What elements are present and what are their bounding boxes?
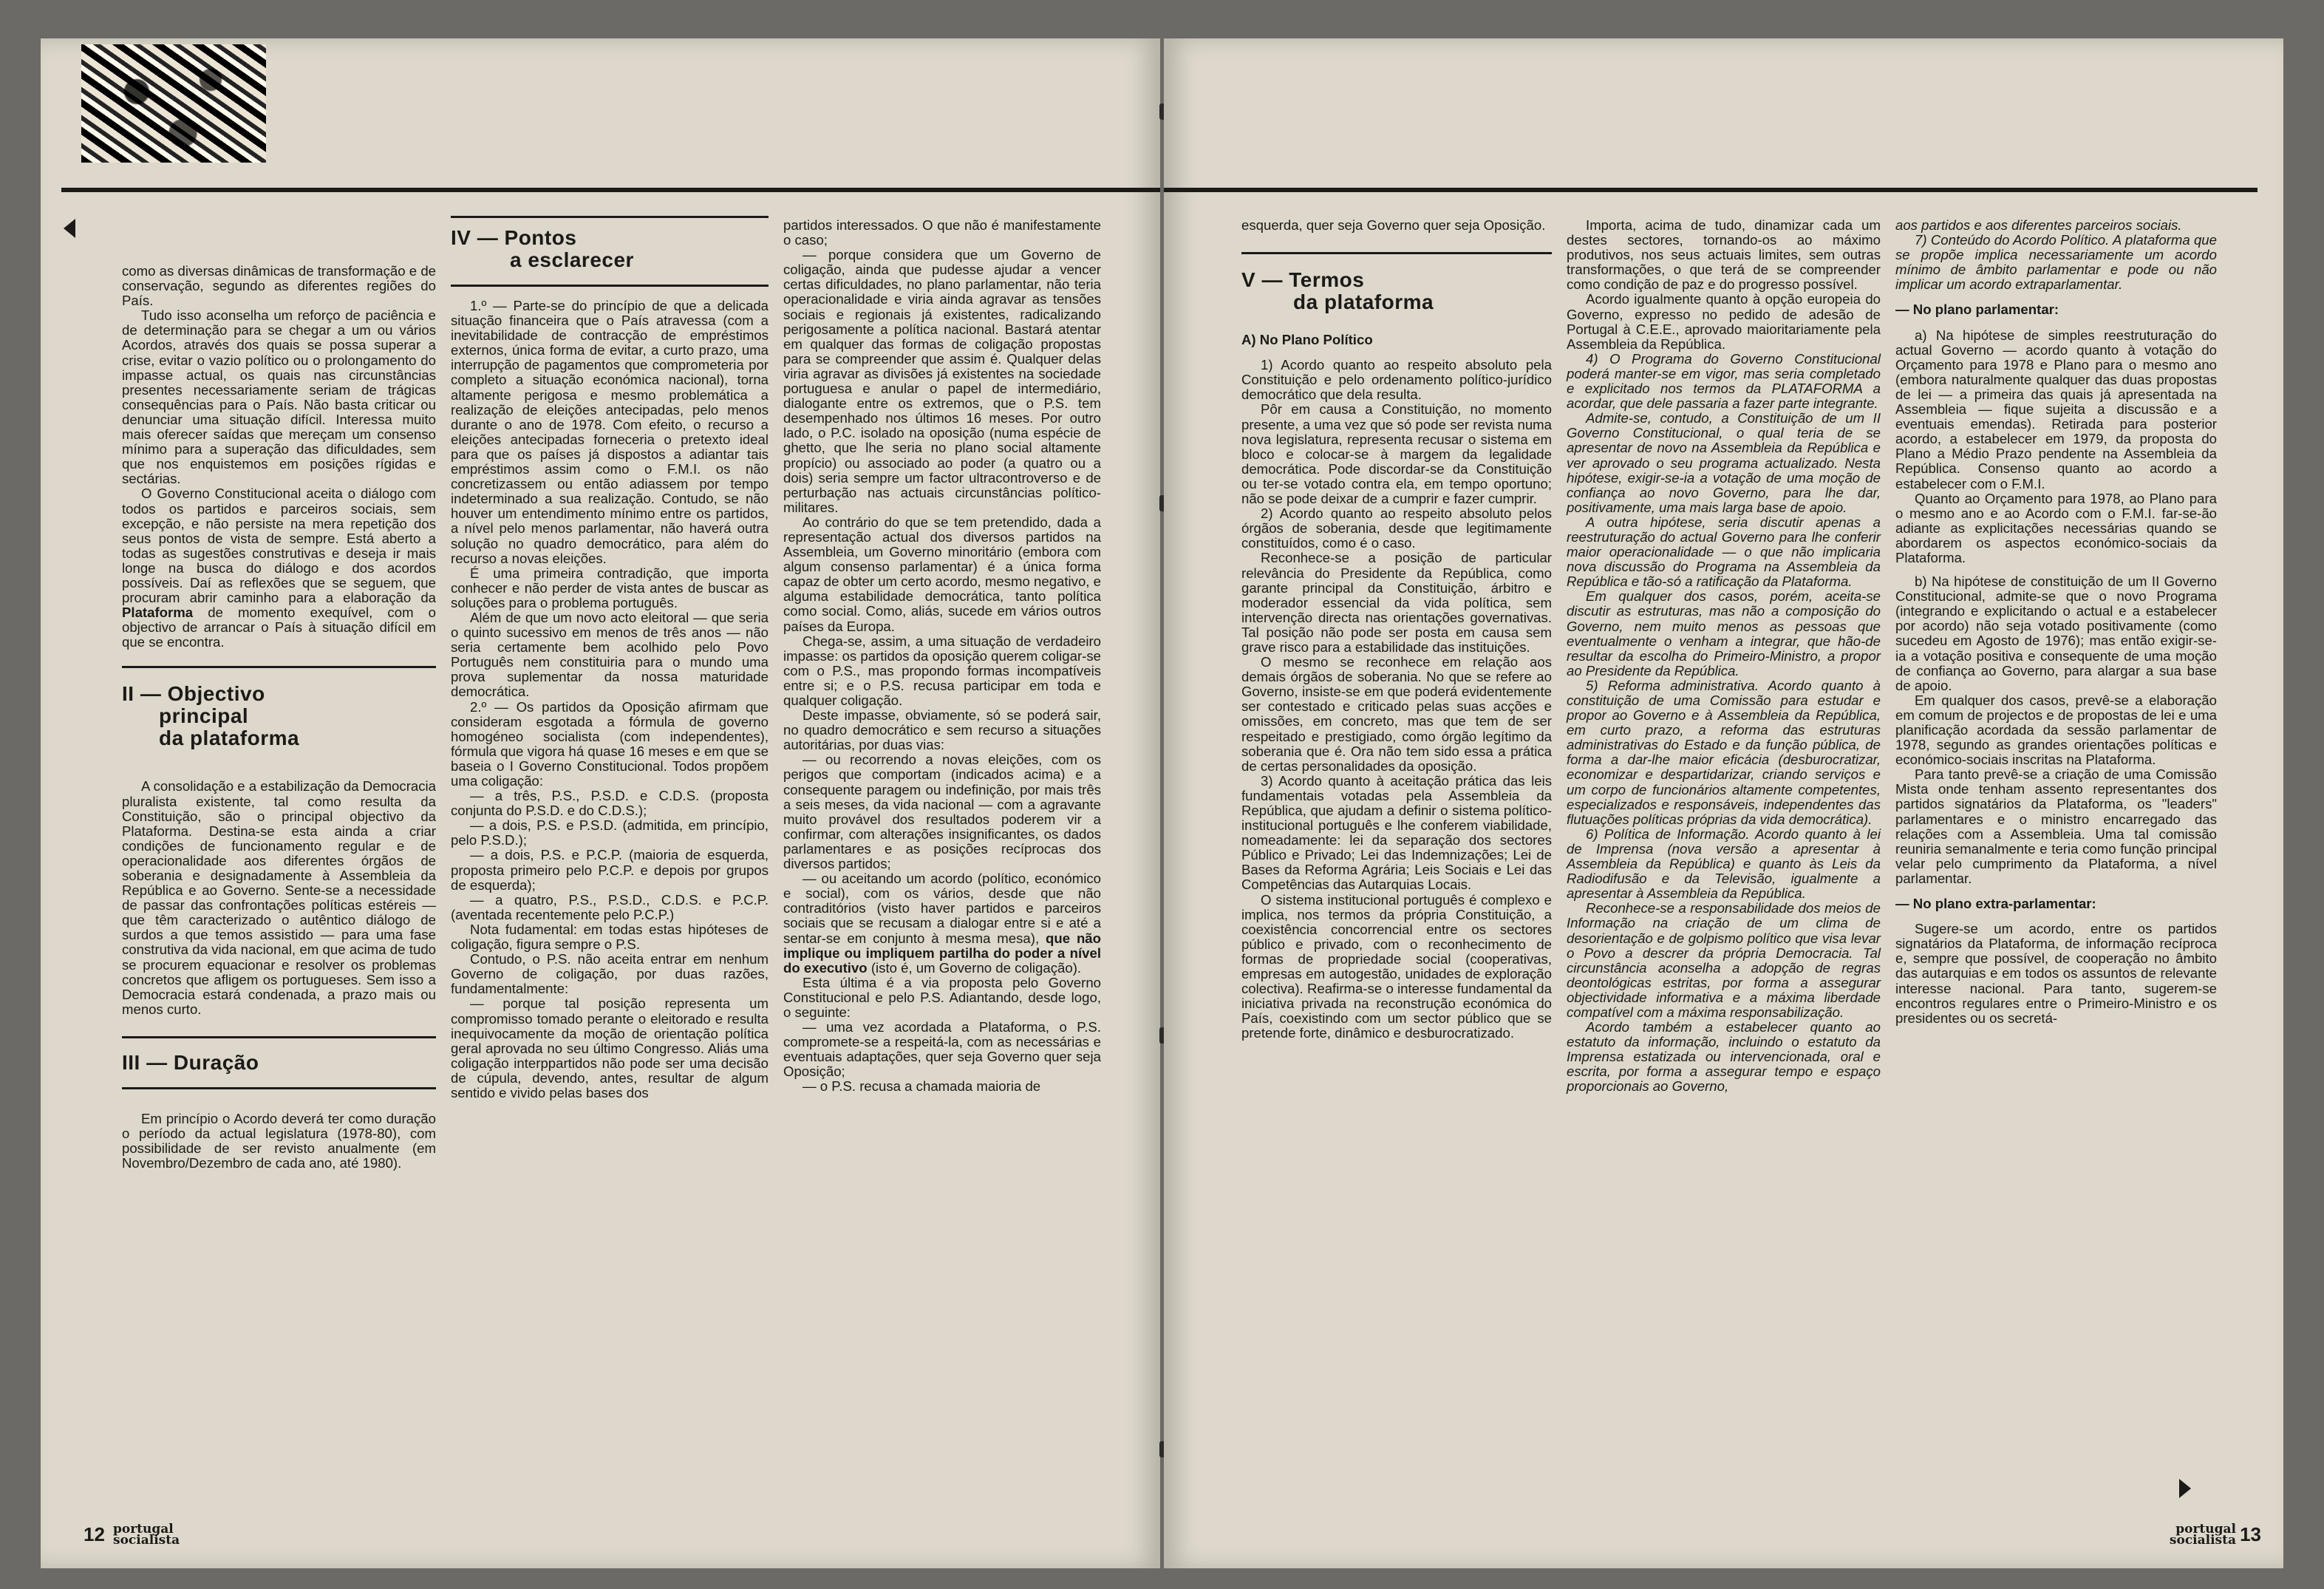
paragraph: aos partidos e aos diferentes parceiros sociais.	[1895, 217, 2182, 233]
column-2	[1567, 218, 1881, 1095]
paragraph: Quanto ao Orçamento para 1978, ao Plano para o mesmo ano e ao Acordo com o F.M.I. far-se-ão adiante as explicitações necessárias quando se abordarem os aspectos económico-sociais da Plataforma.	[1895, 490, 2217, 565]
paragraph: 4) O Programa do Governo Constitucional poderá manter-se em vigor, mas seria completado e explicitado nos termos da PLATAFORMA a acordar, que dele passaria a fazer parte integrante.	[1567, 350, 1881, 412]
paragraph: Nota fudamental: em todas estas hipóteses de coligação, figura sempre o P.S.	[451, 921, 769, 953]
header-rule	[61, 188, 1160, 192]
paragraph: 5) Reforma administrativa. Acordo quanto à constituição de uma Comissão para estudar e propor ao Governo e à Assembleia da República, em curto prazo, a reforma das estruturas administrativas do Estado e da função pública, de forma a dar-lhe maior eficácia (desburocratizar, economizar e despartidarizar, criando serviços e um corpo de funcionários altamente competentes, especializados e responsáveis, independentes das flutuações políticas próprias da vida democrática).	[1567, 677, 1881, 827]
section-heading-2: II — Objectivo principal da plataforma	[122, 682, 300, 750]
paragraph: 2) Acordo quanto ao respeito absoluto pelos órgãos de soberania, desde que legitimamente constituídos, como é o caso.	[1241, 506, 1552, 551]
section-heading-3: III — Duração	[122, 1050, 259, 1074]
paragraph: 7) Conteúdo do Acordo Político. A plataforma que se propõe implica necessariamente um acordo mínimo de âmbito parlamentar e pode ou não implicar um acordo extraparlamentar.	[1895, 232, 2217, 293]
paragraph: 3) Acordo quanto à aceitação prática das leis fundamentais votadas pela Assembleia da República, que ajudam a definir o sistema político-institucional português e lhe conferem viabilidade, nomeadamente: lei da separação dos sectores Público e Privado; Lei das Indemnizações; Lei de Bases da Reforma Agrária; Leis Sociais e Lei das Competências das Autarquias Locais.	[1241, 772, 1552, 893]
paragraph: Além de que um novo acto eleitoral — que seria o quinto sucessivo em menos de três anos — não seria certamente bem acolhido pelo Povo Português nem constituiria para o mundo uma prova suplementar da nossa maturidade democrática.	[451, 609, 769, 700]
paragraph: a) Na hipótese de simples reestruturação do actual Governo — acordo quanto à votação do Orçamento para 1978 e Plano para o mesmo ano (embora naturalmente qualquer das duas propostas de lei — a primeira das quais já apresentada na Assembleia — fique sujeita a discussão e a eventuais emendas). Retirada para posterior acordo, a estabelecer em 1979, da proposta do Plano a Médio Prazo pendente na Assembleia da República. Consenso quanto ao acordo a estabelecer com o F.M.I.	[1895, 327, 2217, 491]
paragraph: — porque tal posição representa um compromisso tomado perante o eleitorado e resulta inequivocamente da moção de orientação política geral aprovada no seu último Congresso. Aliás uma coligação interppartidos não pode ser uma decisão de cúpula, devendo, antes, resultar de algum sentido e vivido pelas bases dos	[451, 996, 769, 1100]
paragraph: esquerda, quer seja Governo quer seja Oposição.	[1241, 217, 1546, 233]
section-heading-5: V — Termos da plataforma	[1241, 268, 1434, 314]
header-rule	[1164, 188, 2257, 192]
page-number: 13	[2240, 1523, 2261, 1545]
section-rule	[1241, 252, 1552, 254]
paragraph: 1.º — Parte-se do princípio de que a delicada situação financeira que o País atravessa (com a inevitabilidade de contracção de empréstimos externos, única forma de evitar, a curto prazo, uma interrupção de pagamentos que comprometeria por completo a situação económica nacional), torna altamente perigosa e mesmo problemática a realização de eleições antecipadas, pelo menos durante o ano de 1978. Com efeito, o recurso a eleições antecipadas forneceria o pretexto ideal para que os países já dispostos a adiantar tais empréstimos assim como o F.M.I. os não concretizassem ou então adiassem por tempo indeterminado a sua realização. Contudo, se não houver um entendimento mínimo entre os partidos, a nível pelo menos parlamentar, não haverá outra solução no quadro democrático, para além do recurso a novas eleições.	[451, 298, 769, 566]
column-3	[1895, 218, 2217, 1026]
paragraph: como as diversas dinâmicas de transformação e de conservação, segundo as diferentes regiões do País.	[122, 263, 436, 309]
crowd-photo	[81, 44, 266, 163]
section-rule	[451, 216, 769, 218]
paragraph: Reconhece-se a posição de particular relevância do Presidente da República, como garante principal da Constituição, árbitro e moderador essencial da vida política, sem intervenção directa nas orientações governativas. Tal posição não pode ser posta em causa sem grave risco para a estabilidade das instituições.	[1241, 550, 1552, 655]
paragraph: Ao contrário do que se tem pretendido, dada a representação actual dos diversos partidos na Assembleia, um Governo minoritário (embora com algum consenso parlamentar) é a única forma capaz de obter um certo acordo, mesmo negativo, e alguma estabilidade democrática, tanto política como social. Como, aliás, sucede em vários outros países da Europa.	[783, 514, 1101, 634]
paragraph: Esta última é a via proposta pelo Governo Constitucional e pelo P.S. Adiantando, desde logo, o seguinte:	[783, 974, 1101, 1020]
left-page	[41, 38, 1160, 1568]
paragraph: Pôr em causa a Constituição, no momento presente, a uma vez que só pode ser revista numa nova legislatura, representa recusar o sistema em bloco e colocar-se à margem da legalidade democrática. Pode discordar-se da Constituição ou ter-se votado contra ela, em tempo oportuno; não se pode deixar de a cumprir e fazer cumprir.	[1241, 401, 1552, 507]
paragraph: — a dois, P.S. e P.C.P. (maioria de esquerda, proposta primeiro pelo P.C.P. e depois por grupos de esquerda);	[451, 847, 769, 893]
paragraph: 6) Política de Informação. Acordo quanto à lei de Imprensa (nova versão a apresentar à Assembleia da República) e quanto às Leis da Radiodifusão e da Televisão, igualmente a apresentar à Assembleia da República.	[1567, 826, 1881, 902]
paragraph: Em qualquer dos casos, porém, aceita-se discutir as estruturas, mas não a composição do Governo, nem muito menos as pessoas que eventualmente o venham a integrar, que hão-de resultar da escolha do Primeiro-Ministro, a propor ao Presidente da República.	[1567, 588, 1881, 678]
paragraph: — a três, P.S., P.S.D. e C.D.S. (proposta conjunta do P.S.D. e do C.D.S.);	[451, 788, 769, 819]
subsection-heading: — No plano parlamentar:	[1895, 302, 2059, 318]
paragraph: Para tanto prevê-se a criação de uma Comissão Mista onde tenham assento representantes dos partidos signatários da Plataforma, os "leaders" parlamentares e o ministro encarregado das relações com a Assembleia. Uma tal comissão reuniria semanalmente e teria como função principal velar pelo cumprimento da Plataforma, a nível parlamentar.	[1895, 766, 2217, 886]
section-heading-4: IV — Pontos a esclarecer	[451, 226, 634, 271]
paragraph: O sistema institucional português é complexo e implica, nos termos da própria Constituição, a coexistência concorrencial entre os sectores público e privado, com o reconhecimento de formas de propriedade social (cooperativas, empresas em autogestão, unidades de exploração colectiva). Reafirma-se o interesse fundamental da iniciativa privada na reconstrução económica do País, coexistindo com um sector público que se pretende forte, dinâmico e desburocratizado.	[1241, 891, 1552, 1041]
right-page	[1164, 38, 2283, 1568]
paragraph: Importa, acima de tudo, dinamizar cada um destes sectores, tornando-os ao máximo produtivos, nos seus actuais limites, sem outras transformações, o que terá de se compreender como condição de paz e do progresso possível.	[1567, 217, 1881, 293]
paragraph: b) Na hipótese de constituição de um II Governo Constitucional, admite-se que o novo Programa (integrando e explicitando o actual e a estabelecer por acordo) não seja votado positivamente (como sucedeu em Agosto de 1976); mas então exigir-se-ia a votação positiva e consequente de uma moção de confiança ao Governo, para alargar a sua base de apoio.	[1895, 574, 2217, 693]
paragraph: O Governo Constitucional aceita o diálogo com todos os partidos e parceiros sociais, sem excepção, e não persiste na mera repetição dos seus pontos de vista de sempre. Está aberto a todas as sugestões construtivas e deseja ir mais longe na busca do diálogo e dos acordos possíveis. Daí as reflexões que se seguem, que procuram abrir caminho para a elaboração da Plataforma de momento exequível, com o objectivo de arrancar o País à situação difícil em que se encontra.	[122, 486, 436, 650]
paragraph: — ou aceitando um acordo (político, económico e social), com os vários, desde que não contraditórios (visto haver partidos e parceiros sociais que se recusam a dialogar entre si e até a sentar-se em conjunto à mesma mesa), que não implique ou impliquem partilha do poder a nível do executivo (isto é, um Governo de coligação).	[783, 871, 1102, 976]
masthead-logo: portugal socialista	[113, 1522, 180, 1548]
paragraph: Tudo isso aconselha um reforço de paciência e de determinação para se chegar a um ou vários Acordos, através dos quais se possa superar a crise, evitar o vazio político ou o prolongamento do impasse actual, os quais nas circunstâncias presentes necessariamente seriam de trágicas consequências para o País. Não basta criticar ou denunciar uma situação difícil. Interessa muito mais oferecer saídas que mereçam um consenso mínimo para a superação das dificuldades, sem que nos enquistemos em posições rígidas e sectárias.	[122, 307, 436, 487]
paragraph: Admite-se, contudo, a Constituição de um II Governo Constitucional, o qual teria de se apresentar de novo na Assembleia da República e ver aprovado o seu programa actualizado. Nesta hipótese, exigir-se-ia a votação de uma moção de confiança ao novo Governo, para lhe dar, positivamente, uma mais larga base de apoio.	[1567, 410, 1881, 515]
paragraph: partidos interessados. O que não é manifestamente o caso;	[783, 217, 1101, 248]
subsection-heading: — No plano extra-parlamentar:	[1895, 896, 2096, 912]
section-rule	[451, 285, 769, 287]
paragraph: A consolidação e a estabilização da Democracia pluralista existente, tal como resulta da Constituição, são o principal objectivo da Plataforma. Destina-se esta ainda a criar condições de funcionamento regular e de operacionalidade aos diferentes órgãos de soberania e designadamente à Assembleia da República e ao Governo. Sente-se a necessidade de passar das confrontações políticas estéreis — que têm caracterizado o autêntico diálogo de surdos a que temos assistido — para uma fase construtiva da vida nacional, em que acima de tudo se procurem equacionar e resolver os problemas concretos que afligem os portugueses. Sem isso a Democracia estará condenada, a prazo mais ou menos curto.	[122, 778, 436, 1017]
section-rule	[122, 666, 436, 668]
paragraph: Deste impasse, obviamente, só se poderá sair, no quadro democrático e sem recurso a situações autoritárias, por duas vias:	[783, 707, 1101, 753]
page-number: 12	[84, 1523, 105, 1545]
paragraph: O mesmo se reconhece em relação aos demais órgãos de soberania. No que se refere ao Governo, insiste-se em que poderá evidentemente ser contestado e criticado pelas suas acções e omissões, em concreto, mas que tem de ser respeitado e prestigiado, como órgão legítimo da soberania que é. Ora não tem sido essa a prática de certas personalidades da oposição.	[1241, 654, 1552, 774]
paragraph: — a dois, P.S. e P.S.D. (admitida, em princípio, pelo P.S.D.);	[451, 817, 769, 848]
column-1	[122, 264, 436, 1171]
paragraph: — o P.S. recusa a chamada maioria de	[803, 1078, 1041, 1095]
column-3	[783, 218, 1101, 1095]
paragraph: — ou recorrendo a novas eleições, com os perigos que comportam (indicados acima) e a consequente paragem ou indefinição, por mais três a seis meses, da vida nacional — com a agravante muito provável dos resultados poderem vir a confirmar, com alterações insignificantes, os dados parlamentares e as posições recíprocas dos diversos partidos;	[783, 752, 1101, 872]
paragraph: Chega-se, assim, a uma situação de verdadeiro impasse: os partidos da oposição querem coligar-se com o P.S., mas propondo formas incompatíveis entre si; e o P.S. recusa participar em toda e qualquer coligação.	[783, 633, 1101, 708]
paragraph: Sugere-se um acordo, entre os partidos signatários da Plataforma, de informação recíproca e, sempre que possível, de cooperação no âmbito das autarquias e em todos os assuntos de relevante interesse nacional. Para tanto, sugerem-se encontros regulares entre o Primeiro-Ministro e os presidentes ou os secretá-	[1895, 921, 2217, 1026]
column-2	[451, 216, 769, 1100]
paragraph: Reconhece-se a responsabilidade dos meios de Informação na criação de um clima de desorientação e de golpismo político que visa levar o Povo a descrer da própria Democracia. Tal circunstância aconselha a adopção de regras deontológicas estritas, por forma a assegurar objectividade informativa e a máxima liberdade compatível com a máxima responsabilização.	[1567, 900, 1881, 1020]
paragraph: — porque considera que um Governo de coligação, ainda que pudesse ajudar a vencer certas dificuldades, no plano parlamentar, não teria operacionalidade e viria ainda agravar as tensões sociais e regionais já existentes, radicalizando perigosamente a política nacional. Bastará atentar em qualquer das formas de coligação propostas para se compreender que assim é. Qualquer delas viria agravar as divisões já existentes na sociedade portuguesa e anular o papel de intermediário, dialogante entre os extremos, que o P.S. tem desempenhado nos últimos 16 meses. Por outro lado, o P.C. isolado na oposição (numa espécie de ghetto, que lhe seria no plano social altamente propício) ou associado ao poder (a quatro ou a dois) seria sempre um factor ultracontroverso e de perturbação nas actuais circunstâncias político-militares.	[783, 247, 1101, 515]
paragraph: Em qualquer dos casos, prevê-se a elaboração em comum de projectos e de propostas de lei e uma planificação acordada da sessão parlamentar de 1978, segundo as grandes orientações políticas e económico-sociais inscritas na Plataforma.	[1895, 692, 2217, 768]
section-rule	[122, 1087, 436, 1089]
continued-arrow-icon	[64, 219, 75, 238]
section-rule	[122, 1036, 436, 1038]
paragraph: 1) Acordo quanto ao respeito absoluto pela Constituição e pelo ordenamento político-jurídico democrático que dela resulta.	[1241, 357, 1552, 403]
subsection-heading: A) No Plano Político	[1241, 332, 1373, 348]
paragraph: Contudo, o P.S. não aceita entrar em nenhum Governo de coligação, por duas razões, fundamentalmente:	[451, 951, 769, 997]
paragraph: Em princípio o Acordo deverá ter como duração o período da actual legislatura (1978-80), com possibilidade de ser revisto anualmente (em Novembro/Dezembro de cada ano, até 1980).	[122, 1110, 436, 1171]
paragraph: 2.º — Os partidos da Oposição afirmam que consideram esgotada a fórmula de governo homogéneo socialista (com independentes), fórmula que vigora há quase 16 meses e em que se baseia o I Governo Constitucional. Todos propõem uma coligação:	[451, 698, 769, 789]
masthead-logo: portugal socialista	[2169, 1522, 2236, 1548]
paragraph: É uma primeira contradição, que importa conhecer e não perder de vista antes de buscar as soluções para o problema português.	[451, 565, 769, 610]
column-1	[1241, 218, 1552, 1041]
paragraph: Acordo também a estabelecer quanto ao estatuto da informação, incluindo o estatuto da Imprensa estatizada ou intervencionada, oral e escrita, por forma a assegurar tempo e espaço proporcionais ao Governo,	[1567, 1019, 1881, 1095]
paragraph: Acordo igualmente quanto à opção europeia do Governo, expresso no pedido de adesão de Portugal à C.E.E., aprovado maioritariamente pela Assembleia da República.	[1567, 291, 1881, 352]
continues-arrow-icon	[2179, 1479, 2191, 1498]
paragraph: — a quatro, P.S., P.S.D., C.D.S. e P.C.P. (aventada recentemente pelo P.C.P.)	[451, 891, 769, 922]
paragraph: — uma vez acordada a Plataforma, o P.S. compromete-se a respeitá-la, com as necessárias e eventuais adaptações, quer seja Governo quer seja Oposição;	[783, 1019, 1101, 1080]
paragraph: A outra hipótese, seria discutir apenas a reestruturação do actual Governo para lhe conferir maior operacionalidade — o que não implicaria nova discussão do Programa na Assembleia da República e tão-só a ratificação da Plataforma.	[1567, 514, 1881, 590]
